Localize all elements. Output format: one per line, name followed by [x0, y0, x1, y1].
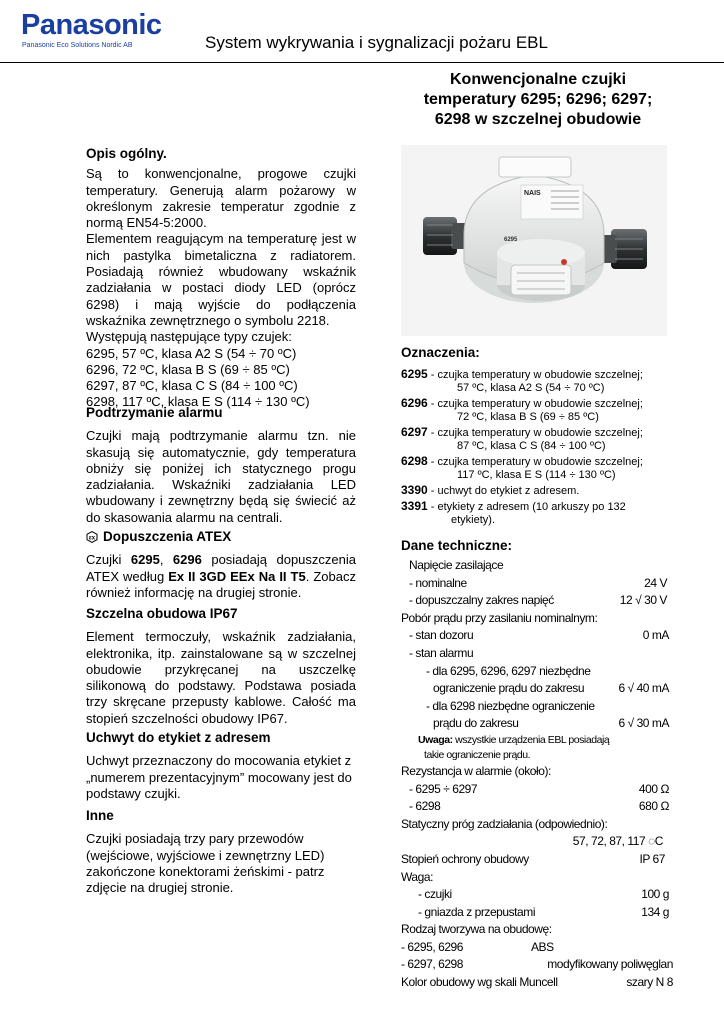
- section-heading: Inne: [86, 808, 114, 823]
- ex-hexagon-icon: [86, 531, 98, 543]
- tech-table: [401, 557, 675, 992]
- spec-row: Rodzaj tworzywa na obudowę:: [401, 922, 552, 937]
- section-heading: Oznaczenia:: [401, 345, 480, 360]
- spec-row: - dla 6298 niezbędne ograniczenie: [426, 698, 595, 713]
- spec-row: Rezystancja w alarmie (około):: [401, 763, 551, 778]
- spec-row: - stan alarmu: [409, 645, 474, 660]
- section-heading: Dane techniczne:: [401, 538, 513, 553]
- header-divider: [0, 62, 724, 63]
- marking-item: 3391 - etykiety z adresem (10 arkuszy po 132 etykiety).: [401, 499, 626, 526]
- atex-text: Czujki 6295, 6296 posiadają dopuszczenia ATEX według Ex II 3GD EEx Na II T5. Zobacz również informację na drugiej stronie.: [86, 552, 356, 600]
- type-item: 6296, 72 ºC, klasa B S (69 ÷ 85 ºC): [86, 361, 290, 377]
- company-name: Panasonic Eco Solutions Nordic AB: [22, 42, 133, 49]
- spec-row: - stan dozoru 0 mA: [409, 628, 669, 643]
- types-intro: Występują następujące typy czujek:: [86, 329, 292, 345]
- spec-row: Pobór prądu przy zasilaniu nominalnym:: [401, 610, 598, 625]
- section-heading: Podtrzymanie alarmu: [86, 405, 223, 420]
- spec-row: - dla 6295, 6296, 6297 niezbędne: [426, 663, 591, 678]
- spec-note: Uwaga: wszystkie urządzenia EBL posiadają: [418, 733, 610, 746]
- product-title-line: 6298 w szczelnej obudowie: [434, 111, 642, 128]
- marking-item: 3390 - uchwyt do etykiet z adresem.: [401, 483, 580, 497]
- marking-item: 6296 - czujka temperatury w obudowie szczelnej; 72 ºC, klasa B S (69 ÷ 85 ºC): [401, 396, 643, 423]
- product-title-line: Konwencjonalne czujki: [449, 71, 627, 88]
- spec-row: 57, 72, 87, 117 ◌C: [572, 834, 663, 849]
- spec-row: - dopuszczalny zakres napięć 12 √ 30 V: [409, 593, 667, 608]
- section-heading: Dopuszczenia ATEX: [103, 529, 232, 544]
- general-paragraph: Są to konwencjonalne, progowe czujki temperatury. Generują alarm pożarowy w określonym zakresie temperatur zgodnie z normą EN54-5:2000.: [86, 166, 356, 231]
- section-general: [86, 146, 356, 411]
- photo-brand-label: NAIS: [524, 190, 541, 197]
- panasonic-logo: Panasonic: [21, 9, 162, 41]
- markings-section: [401, 345, 673, 529]
- spec-row: ograniczenie prądu do zakresu 6 √ 40 mA: [433, 681, 669, 696]
- section-heading: Opis ogólny.: [86, 146, 167, 161]
- marking-item: 6298 - czujka temperatury w obudowie szczelnej; 117 ºC, klasa E S (114 ÷ 130 ºC): [401, 454, 643, 481]
- section-label-holder: [86, 730, 356, 802]
- spec-row: - 6297, 6298 modyfikowany poliwęglan: [401, 957, 673, 972]
- marking-item: 6295 - czujka temperatury w obudowie szczelnej; 57 ºC, klasa A2 S (54 ÷ 70 ºC): [401, 367, 643, 394]
- section-heading: Uchwyt do etykiet z adresem: [86, 730, 271, 745]
- photo-model-label: 6295: [504, 237, 518, 243]
- spec-row: - 6295, 6296 ABS: [401, 939, 554, 954]
- spec-row: - czujki 100 g: [418, 887, 669, 902]
- spec-row: prądu do zakresu 6 √ 30 mA: [433, 716, 669, 731]
- section-other: [86, 808, 356, 896]
- spec-note: takie ograniczenie prądu.: [424, 748, 531, 761]
- section-heading: Szczelna obudowa IP67: [86, 606, 238, 621]
- page-header-title: System wykrywania i sygnalizacji pożaru EBL: [205, 33, 548, 52]
- spec-row: Kolor obudowy wg skali Muncell szary N 8: [401, 975, 673, 990]
- section-latching: [86, 405, 356, 526]
- spec-row: Napięcie zasilające: [409, 558, 504, 572]
- spec-row: - 6298 680 Ω: [409, 799, 669, 814]
- svg-text:εx: εx: [88, 535, 96, 542]
- general-paragraph: Elementem reagującym na temperaturę jest w nich pastylka bimetaliczna z radiatorem. Posiadają również wbudowany wskaźnik zadziałania w postaci diody LED (oprócz 6298) i mają wyjście do podłączenia wskaźnika zewnętrznego o symbolu 2218.: [86, 231, 356, 328]
- latching-text: Czujki mają podtrzymanie alarmu tzn. nie skasują się automatycznie, gdy temperatura obniży się poniżej ich statycznego progu zadziałania. Wskaźniki zadziałania LED wbudowany i zewnętrzny będą się świecić aż do skasowania alarmu na centrali.: [86, 428, 356, 525]
- detector-photo: [401, 145, 667, 336]
- type-item: 6298, 117 ºC, klasa E S (114 ÷ 130 ºC): [86, 394, 310, 410]
- product-title-line: temperatury 6295; 6296; 6297;: [423, 91, 653, 108]
- ip67-text: Element termoczuły, wskaźnik zadziałania, elektronika, itp. zainstalowane są w szczelnej obudowie przykręcanej na uszczelkę silikonową do podstawy. Podstawa posiada trzy skręcane przepusty kablowe. Całość ma stopień szczelności obudowy IP67.: [86, 629, 356, 726]
- spec-row: - nominalne 24 V: [409, 575, 667, 590]
- other-text: Czujki posiadają trzy pary przewodów (wejściowe, wyjściowe i zewnętrzny LED) zakończone konektorami żeńskimi - patrz zdjęcie na drugiej stronie.: [86, 831, 325, 896]
- type-item: 6295, 57 ºC, klasa A2 S (54 ÷ 70 ºC): [86, 345, 297, 361]
- marking-item: 6297 - czujka temperatury w obudowie szczelnej; 87 ºC, klasa C S (84 ÷ 100 ºC): [401, 425, 643, 452]
- spec-row: Waga:: [401, 869, 433, 884]
- section-ip67: [86, 606, 356, 727]
- label-holder-text: Uchwyt przeznaczony do mocowania etykiet z „numerem prezentacyjnym” mocowany jest do podstawy czujki.: [86, 753, 352, 801]
- product-title: [398, 70, 678, 130]
- atex-heading: [86, 529, 356, 545]
- spec-row: Statyczny próg zadziałania (odpowiednio):: [401, 816, 608, 831]
- spec-row: Stopień ochrony obudowy IP 67: [401, 851, 665, 866]
- spec-row: - gniazda z przepustami 134 g: [418, 904, 669, 919]
- spec-row: - 6295 ÷ 6297 400 Ω: [409, 781, 669, 796]
- type-item: 6297, 87 ºC, klasa C S (84 ÷ 100 ºC): [86, 378, 298, 394]
- section-atex: [86, 529, 356, 601]
